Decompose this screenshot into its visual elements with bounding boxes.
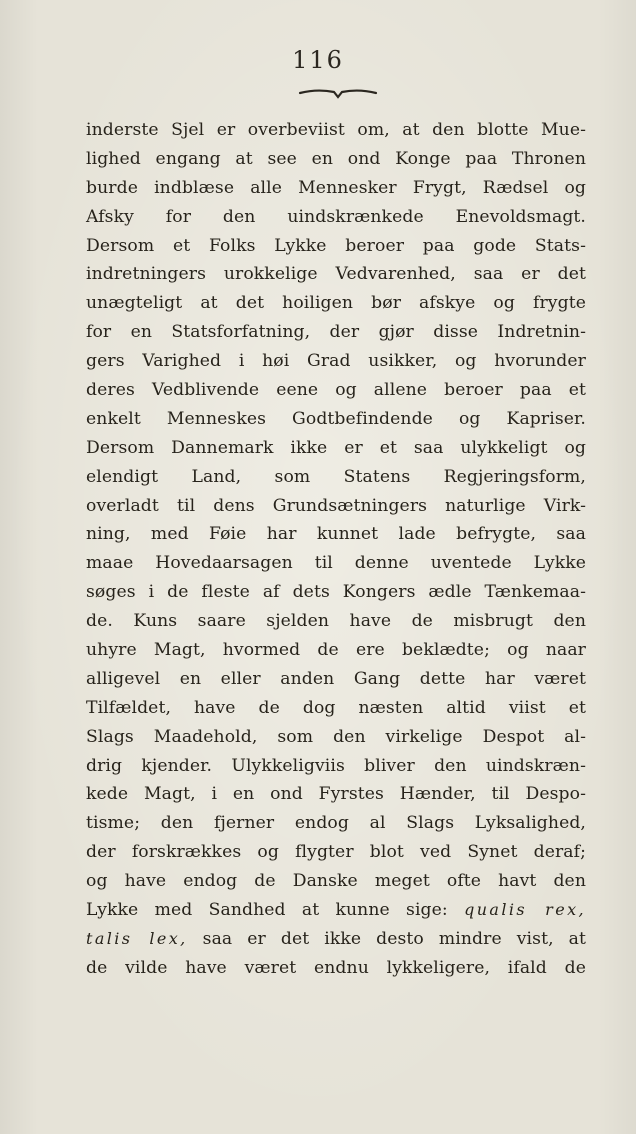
text-line: søges i de fleste af dets Kongers ædle Tænkemaa- (86, 582, 586, 603)
text-line: Tilfældet, have de dog næsten altid viist et (86, 697, 586, 718)
text-line: for en Statsforfatning, der gjør disse Indretnin- (86, 322, 586, 343)
text-line: indretningers urokkelige Vedvarenhed, saa er det (86, 264, 586, 285)
text-line: uhyre Magt, hvormed de ere beklædte; og naar (86, 640, 586, 661)
text-line: maae Hovedaarsagen til denne uventede Lykke (86, 553, 586, 574)
text-line: drig kjender. Ulykkeligviis bliver den uindskræn- (86, 755, 586, 776)
text-line: tisme; den fjerner endog al Slags Lyksalighed, (86, 813, 586, 834)
text-segment: Lykke med Sandhed at kunne sige: (86, 900, 465, 921)
text-line: de. Kuns saare sjelden have de misbrugt den (86, 611, 586, 632)
text-line: unægteligt at det hoiligen bør afskye og frygte (86, 293, 586, 314)
page-number: 116 (292, 46, 344, 74)
text-line (86, 925, 586, 954)
text-line: enkelt Menneskes Godtbefindende og Kapriser. (86, 408, 586, 429)
divider-flourish-icon (298, 86, 378, 100)
text-line: kede Magt, i en ond Fyrstes Hænder, til Despo- (86, 784, 586, 805)
latin-phrase: talis lex, (86, 928, 188, 948)
text-line: Afsky for den uindskrænkede Enevoldsmagt. (86, 206, 586, 227)
text-line: og have endog de Danske meget ofte havt den (86, 871, 586, 892)
text-line: ning, med Føie har kunnet lade befrygte, saa (86, 524, 586, 545)
text-line: lighed engang at see en ond Konge paa Thronen (86, 148, 586, 169)
text-line: burde indblæse alle Mennesker Frygt, Rædsel og (86, 177, 586, 198)
text-line (86, 896, 586, 925)
text-line: Dersom et Folks Lykke beroer paa gode Stats- (86, 235, 586, 256)
latin-phrase: qualis rex, (464, 900, 586, 920)
text-line: elendigt Land, som Statens Regjeringsform, (86, 466, 586, 487)
text-line: gers Varighed i høi Grad usikker, og hvorunder (86, 351, 586, 372)
text-line: deres Vedblivende eene og allene beroer paa et (86, 380, 586, 401)
text-line: inderste Sjel er overbeviist om, at den blotte Mue- (86, 120, 586, 140)
text-line: Dersom Dannemark ikke er et saa ulykkeligt og (86, 437, 586, 458)
text-line: alligevel en eller anden Gang dette har været (86, 668, 586, 689)
body-text (86, 116, 586, 983)
text-segment: saa er det ikke desto mindre vist, at (187, 928, 586, 949)
text-line: overladt til dens Grundsætningers naturlige Virk- (86, 495, 586, 516)
text-line: de vilde have været endnu lykkeligere, ifald de (86, 957, 586, 978)
text-line: Slags Maadehold, som den virkelige Despot al- (86, 726, 586, 747)
text-line: der forskrækkes og flygter blot ved Synet deraf; (86, 842, 586, 863)
